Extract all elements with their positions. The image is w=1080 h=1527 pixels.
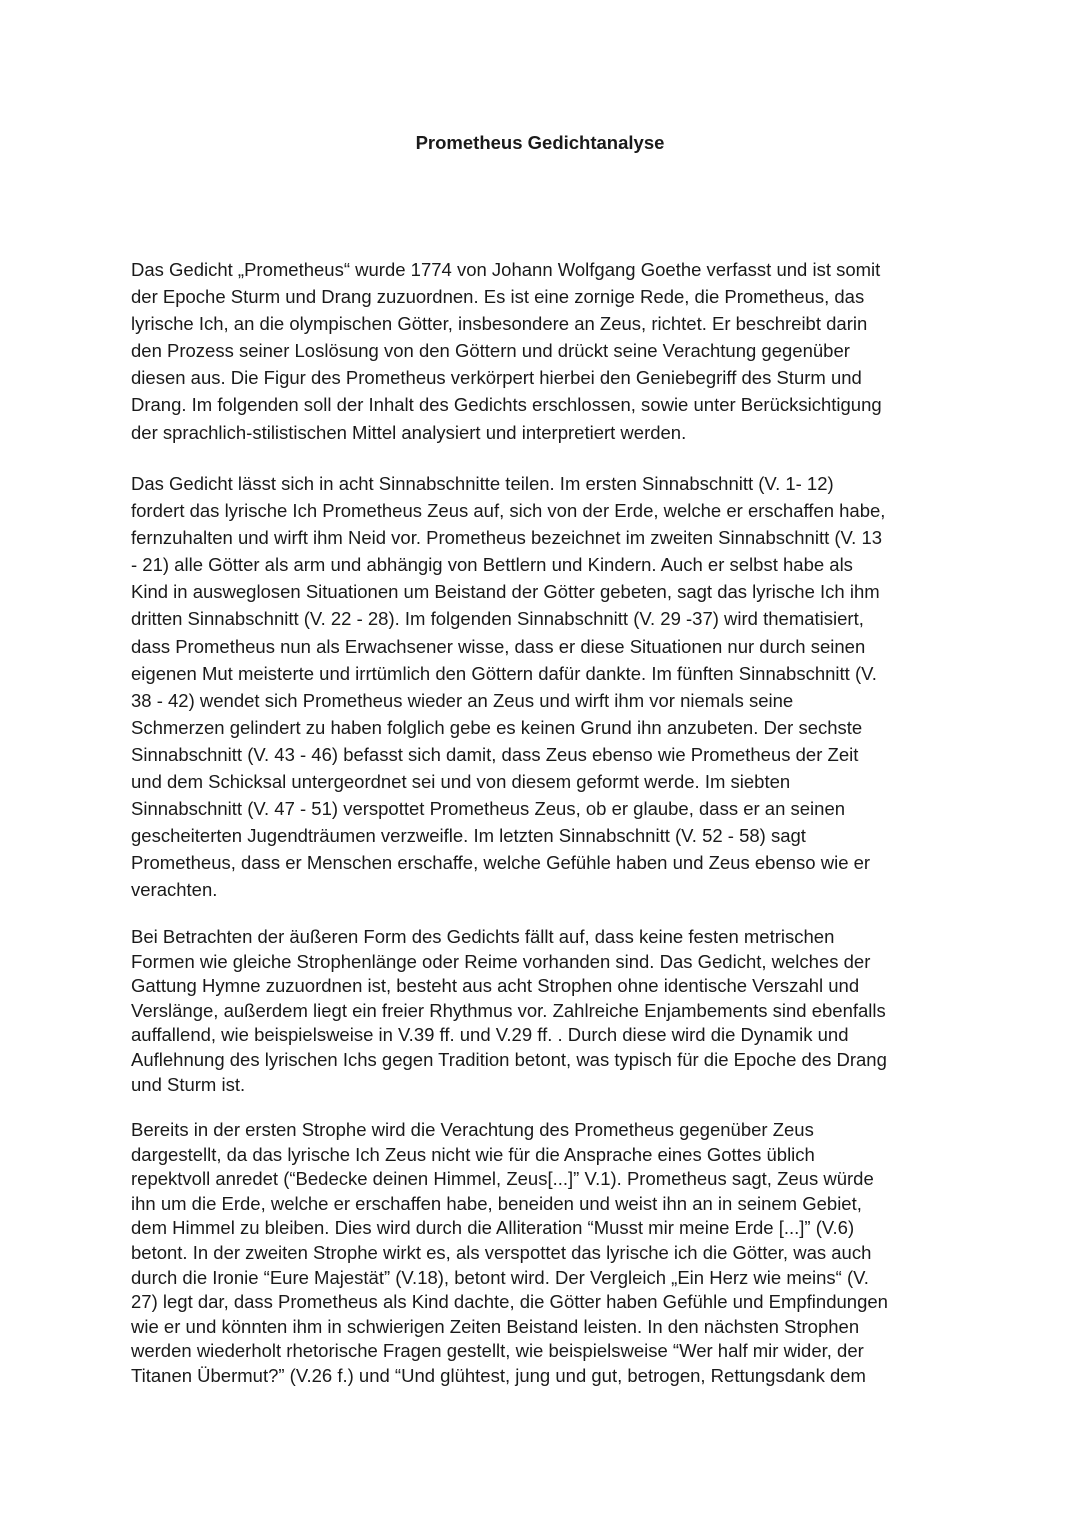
- text-line: repektvoll anredet (“Bedecke deinen Himmel, Zeus[...]” V.1). Prometheus sagt, Zeus würde: [131, 1168, 874, 1190]
- text-line: auffallend, wie beispielsweise in V.39 ff. und V.29 ff. . Durch diese wird die Dynamik und: [131, 1024, 849, 1046]
- paragraph-form-analysis: [131, 925, 971, 1097]
- text-line: eigenen Mut meisterte und irrtümlich den Göttern dafür dankte. Im fünften Sinnabschnitt (V.: [131, 662, 877, 684]
- text-line: gescheiterten Jugendträumen verzweifle. Im letzten Sinnabschnitt (V. 52 - 58) sagt: [131, 825, 806, 847]
- text-line: dargestellt, da das lyrische Ich Zeus nicht wie für die Ansprache eines Gottes üblich: [131, 1143, 815, 1165]
- text-line: Schmerzen gelindert zu haben folglich gebe es keinen Grund ihn anzubeten. Der sechste: [131, 716, 863, 738]
- paragraph-introduction: [131, 256, 971, 446]
- text-line: durch die Ironie “Eure Majestät” (V.18), betont wird. Der Vergleich „Ein Herz wie meins“ (V.: [131, 1266, 869, 1288]
- text-line: betont. In der zweiten Strophe wirkt es, als verspottet das lyrische ich die Götter, was auch: [131, 1241, 872, 1263]
- text-line: der sprachlich-stilistischen Mittel analysiert und interpretiert werden.: [131, 421, 687, 443]
- text-line: wie er und könnten ihm in schwierigen Zeiten Beistand leisten. In den nächsten Strophen: [131, 1315, 860, 1337]
- text-line: dritten Sinnabschnitt (V. 22 - 28). Im folgenden Sinnabschnitt (V. 29 -37) wird thematisiert,: [131, 608, 864, 630]
- text-line: dass Prometheus nun als Erwachsener wisse, dass er diese Situationen nur durch seinen: [131, 635, 866, 657]
- text-line: ihn um die Erde, welche er erschaffen habe, beneiden und weist ihn an in seinem Gebiet,: [131, 1192, 862, 1214]
- text-line: der Epoche Sturm und Drang zuzuordnen. Es ist eine zornige Rede, die Prometheus, das: [131, 286, 865, 308]
- text-line: lyrische Ich, an die olympischen Götter, insbesondere an Zeus, richtet. Er beschreibt darin: [131, 313, 868, 335]
- text-line: 27) legt dar, dass Prometheus als Kind dachte, die Götter haben Gefühle und Empfindungen: [131, 1291, 888, 1313]
- text-line: werden wiederholt rhetorische Fragen gestellt, wie beispielsweise “Wer half mir wider, der: [131, 1340, 864, 1362]
- text-line: Bereits in der ersten Strophe wird die Verachtung des Prometheus gegenüber Zeus: [131, 1119, 814, 1140]
- text-line: Das Gedicht „Prometheus“ wurde 1774 von Johann Wolfgang Goethe verfasst und ist somit: [131, 259, 881, 280]
- text-line: - 21) alle Götter als arm und abhängig von Bettlern und Kindern. Auch er selbst habe als: [131, 554, 853, 576]
- text-line: verachten.: [131, 879, 218, 901]
- paragraph-stylistic-analysis: [131, 1118, 971, 1389]
- text-line: und Sturm ist.: [131, 1073, 246, 1095]
- text-line: Verslänge, außerdem liegt ein freier Rhythmus vor. Zahlreiche Enjambements sind ebenfalls: [131, 999, 886, 1021]
- text-line: fernzuhalten und wirft ihm Neid vor. Prometheus bezeichnet im zweiten Sinnabschnitt (V. 13: [131, 527, 883, 549]
- text-line: diesen aus. Die Figur des Prometheus verkörpert hierbei den Geniebegriff des Sturm und: [131, 367, 862, 389]
- text-line: Das Gedicht lässt sich in acht Sinnabschnitte teilen. Im ersten Sinnabschnitt (V. 1- 12): [131, 473, 834, 494]
- text-line: 38 - 42) wendet sich Prometheus wieder an Zeus und wirft ihm vor niemals seine: [131, 689, 794, 711]
- text-line: Kind in ausweglosen Situationen um Beistand der Götter gebeten, sagt das lyrische Ich ihm: [131, 581, 880, 603]
- text-line: Titanen Übermut?” (V.26 f.) und “Und glühtest, jung und gut, betrogen, Rettungsdank dem: [131, 1364, 866, 1386]
- text-line: Sinnabschnitt (V. 43 - 46) befasst sich damit, dass Zeus ebenso wie Prometheus der Zeit: [131, 743, 859, 765]
- text-line: fordert das lyrische Ich Prometheus Zeus auf, sich von der Erde, welche er erschaffen habe,: [131, 500, 886, 522]
- text-line: Auflehnung des lyrischen Ichs gegen Tradition betont, was typisch für die Epoche des Drang: [131, 1048, 887, 1070]
- text-line: und dem Schicksal untergeordnet sei und von diesem geformt werde. Im siebten: [131, 771, 791, 793]
- document-title: Prometheus Gedichtanalyse: [415, 132, 665, 153]
- paragraph-content-summary: [131, 470, 971, 904]
- text-line: dem Himmel zu bleiben. Dies wird durch die Alliteration “Musst mir meine Erde [...]” (V.6): [131, 1217, 855, 1239]
- text-line: Drang. Im folgenden soll der Inhalt des Gedichts erschlossen, sowie unter Berücksichtigung: [131, 394, 882, 416]
- text-line: Sinnabschnitt (V. 47 - 51) verspottet Prometheus Zeus, ob er glaube, dass er an seinen: [131, 798, 846, 820]
- text-line: Bei Betrachten der äußeren Form des Gedichts fällt auf, dass keine festen metrischen: [131, 926, 835, 947]
- text-line: Formen wie gleiche Strophenlänge oder Reime vorhanden sind. Das Gedicht, welches der: [131, 950, 871, 972]
- text-line: Gattung Hymne zuzuordnen ist, besteht aus acht Strophen ohne identische Verszahl und: [131, 975, 860, 997]
- text-line: Prometheus, dass er Menschen erschaffe, welche Gefühle haben und Zeus ebenso wie er: [131, 852, 871, 874]
- text-line: den Prozess seiner Loslösung von den Göttern und drückt seine Verachtung gegenüber: [131, 340, 850, 362]
